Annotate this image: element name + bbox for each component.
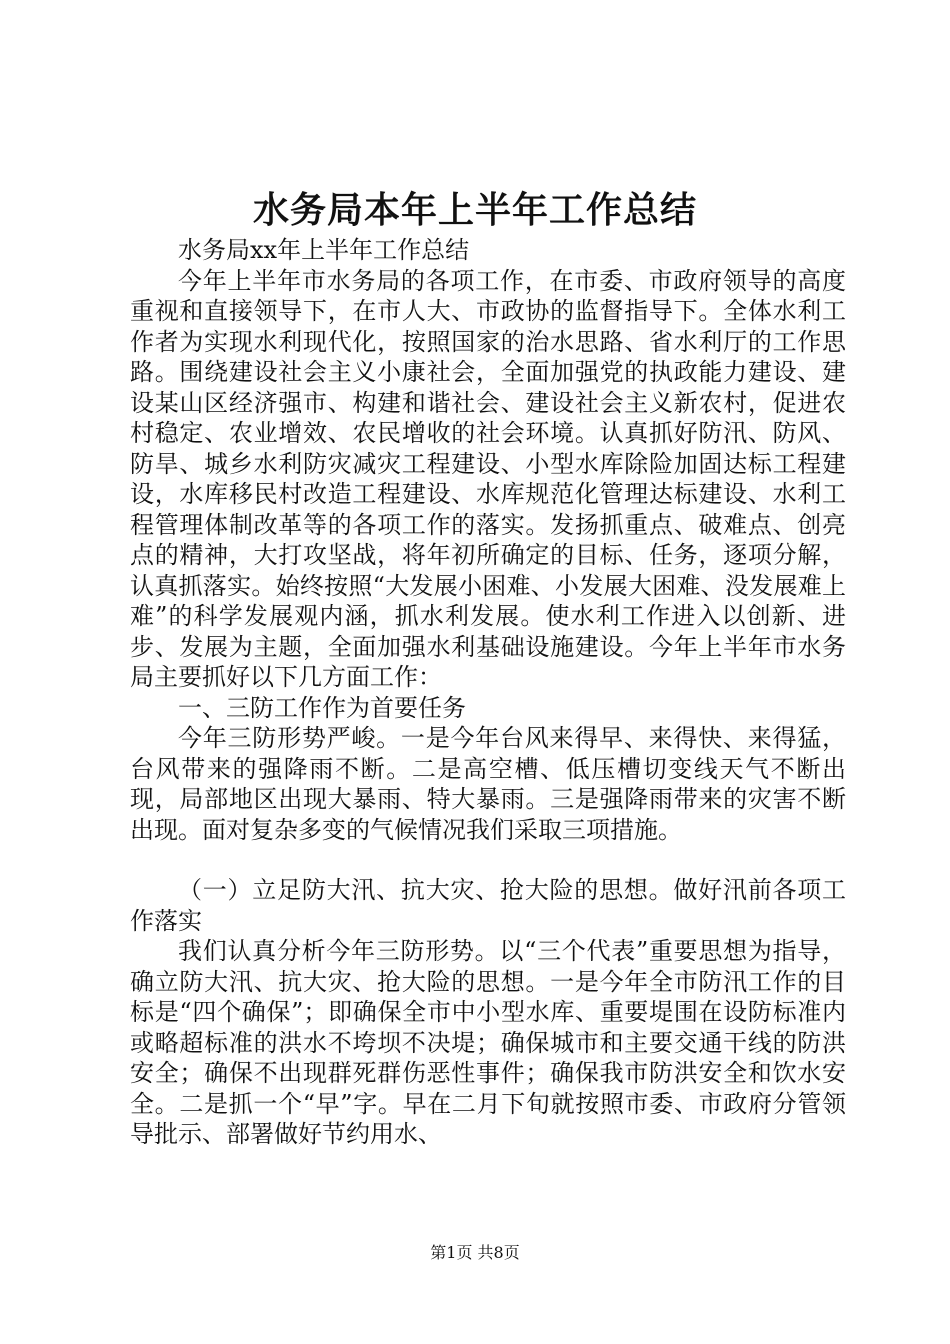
subsection-heading-1: （一）立足防大汛、抗大灾、抢大险的思想。做好汛前各项工作落实 (130, 876, 846, 935)
page-footer: 第1页 共8页 (430, 1243, 520, 1262)
document-title: 水务局本年上半年工作总结 (252, 189, 697, 231)
section-heading-1: 一、三防工作作为首要任务 (178, 693, 466, 722)
body-paragraph: 今年三防形势严峻。一是今年台风来得早、来得快、来得猛，台风带来的强降雨不断。二是高空槽、低压槽切变线天气不断出现，局部地区出现大暴雨、特大暴雨。三是强降雨带来的灾害不断出现。面对复杂多变的气候情况我们采取三项措施。 (130, 724, 846, 844)
document-body (130, 235, 846, 1150)
intro-paragraph: 今年上半年市水务局的各项工作，在市委、市政府领导的高度重视和直接领导下，在市人大、市政协的监督指导下。全体水利工作者为实现水利现代化，按照国家的治水思路、省水利厅的工作思路。围绕建设社会主义小康社会，全面加强党的执政能力建设、建设某山区经济强市、构建和谐社会、建设社会主义新农村，促进农村稳定、农业增效、农民增收的社会环境。认真抓好防汛、防风、防旱、城乡水利防灾减灾工程建设、小型水库除险加固达标工程建设，水库移民村改造工程建设、水库规范化管理达标建设、水利工程管理体制改革等的各项工作的落实。发扬抓重点、破难点、创亮点的精神，大打攻坚战，将年初所确定的目标、任务，逐项分解，认真抓落实。始终按照“大发展小困难、小发展大困难、没发展难上难”的科学发展观内涵，抓水利发展。使水利工作进入以创新、进步、发展为主题，全面加强水利基础设施建设。今年上半年市水务局主要抓好以下几方面工作： (130, 266, 846, 691)
body-paragraph: 我们认真分析今年三防形势。以“三个代表”重要思想为指导，确立防大汛、抗大灾、抢大险的思想。一是今年全市防汛工作的目标是“四个确保”；即确保全市中小型水库、重要堤围在设防标准内或略超标准的洪水不垮坝不决堤；确保城市和主要交通干线的防洪安全；确保不出现群死群伤恶性事件；确保我市防洪安全和饮水安全。二是抓一个“早”字。早在二月下旬就按照市委、市政府分管领导批示、部署做好节约用水、 (130, 937, 846, 1148)
subtitle-paragraph: 水务局xx年上半年工作总结 (178, 236, 470, 264)
